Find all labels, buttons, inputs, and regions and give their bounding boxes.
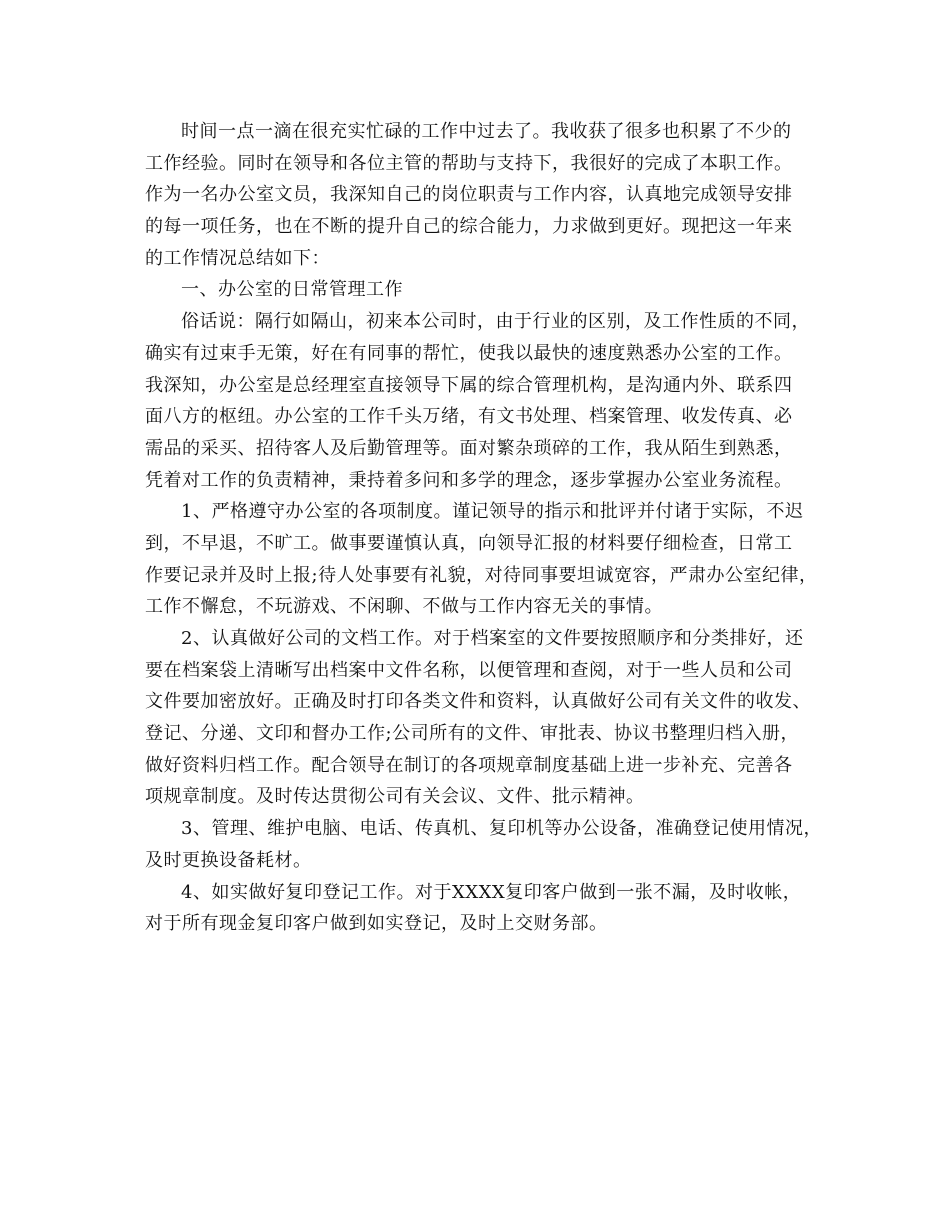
section-heading: 一、办公室的日常管理工作 xyxy=(181,279,403,301)
text-line: 要在档案袋上清晰写出档案中文件名称，以便管理和查阅，对于一些人员和公司 xyxy=(145,659,793,681)
text-line: 面八方的枢纽。办公室的工作千头万绪，有文书处理、档案管理、收发传真、必 xyxy=(145,406,793,428)
text-line: 对于所有现金复印客户做到如实登记，及时上交财务部。 xyxy=(145,913,608,935)
text-line: 我深知，办公室是总经理室直接领导下属的综合管理机构，是沟通内外、联系四 xyxy=(145,374,793,396)
document-body xyxy=(145,116,822,940)
text-line: 工作经验。同时在领导和各位主管的帮助与支持下，我很好的完成了本职工作。 xyxy=(145,152,793,174)
text-line: 的每一项任务，也在不断的提升自己的综合能力，力求做到更好。现把这一年来 xyxy=(145,216,793,238)
list-item: 3、管理、维护电脑、电话、传真机、复印机等办公设备，准确登记使用情况， xyxy=(181,818,822,840)
text-line: 文件要加密放好。正确及时打印各类文件和资料，认真做好公司有关文件的收发、 xyxy=(145,691,811,713)
text-line: 项规章制度。及时传达贯彻公司有关会议、文件、批示精神。 xyxy=(145,786,645,808)
text-line: 及时更换设备耗材。 xyxy=(145,849,312,871)
list-item: 1、严格遵守办公室的各项制度。谨记领导的指示和批评并付诸于实际，不迟 xyxy=(181,501,804,523)
text-line: 做好资料归档工作。配合领导在制订的各项规章制度基础上进一步补充、完善各 xyxy=(145,754,793,776)
text-line: 凭着对工作的负责精神，秉持着多问和多学的理念，逐步掌握办公室业务流程。 xyxy=(145,469,793,491)
text-line: 工作不懈怠，不玩游戏、不闲聊、不做与工作内容无关的事情。 xyxy=(145,596,663,618)
text-line: 作为一名办公室文员，我深知自己的岗位职责与工作内容，认真地完成领导安排 xyxy=(145,184,793,206)
list-item: 2、认真做好公司的文档工作。对于档案室的文件要按照顺序和分类排好，还 xyxy=(181,628,804,649)
list-item: 4、如实做好复印登记工作。对于XXXX复印客户做到一张不漏，及时收帐， xyxy=(181,881,802,903)
text-line: 时间一点一滴在很充实忙碌的工作中过去了。我收获了很多也积累了不少的 xyxy=(181,121,792,142)
text-line: 作要记录并及时上报;待人处事要有礼貌，对待同事要坦诚宽容，严肃办公室纪律， xyxy=(145,564,818,586)
text-line: 确实有过束手无策，好在有同事的帮忙，使我以最快的速度熟悉办公室的工作。 xyxy=(145,342,793,364)
text-line: 登记、分递、文印和督办工作;公司所有的文件、审批表、协议书整理归档入册， xyxy=(145,723,800,745)
text-line: 的工作情况总结如下： xyxy=(145,247,330,269)
text-line: 俗话说：隔行如隔山，初来本公司时，由于行业的区别，及工作性质的不同， xyxy=(181,311,810,333)
text-line: 到，不早退，不旷工。做事要谨慎认真，向领导汇报的材料要仔细检查，日常工 xyxy=(145,532,793,554)
text-line: 需品的采买、招待客人及后勤管理等。面对繁杂琐碎的工作，我从陌生到熟悉， xyxy=(145,437,793,459)
